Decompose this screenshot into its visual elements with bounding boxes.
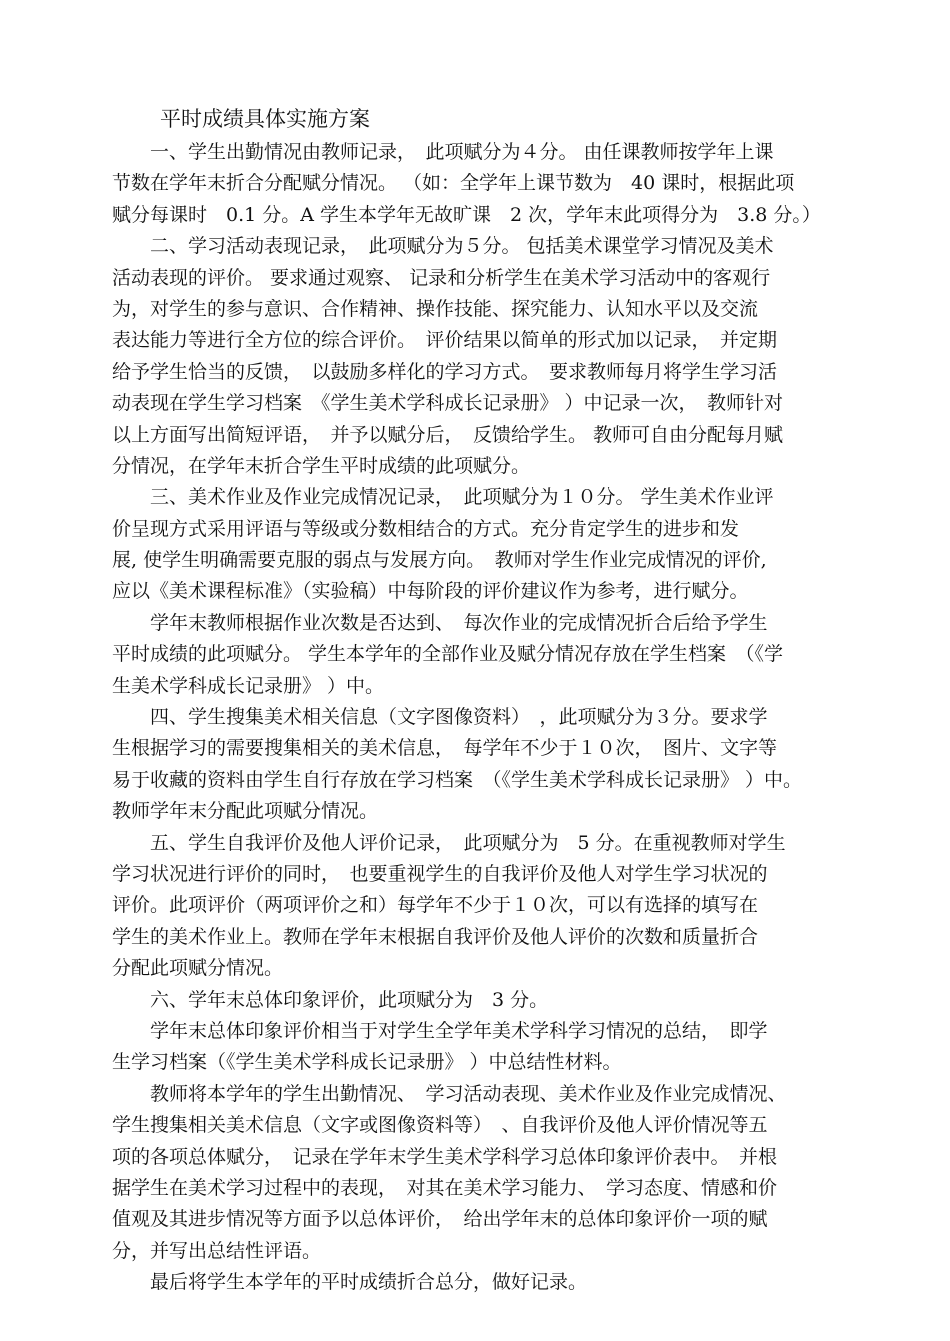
text-line: 生学习档案（《学生美术学科成长记录册》 ）中总结性材料。	[112, 1051, 622, 1074]
text-line: 以上方面写出简短评语， 并予以赋分后， 反馈给学生。 教师可自由分配每月赋	[112, 423, 784, 446]
document-body	[112, 137, 857, 1298]
text-line: 价呈现方式采用评语与等级或分数相结合的方式。充分肯定学生的进步和发	[112, 517, 740, 540]
text-line: 生美术学科成长记录册》 ）中。	[112, 674, 385, 697]
text-line: 活动表现的评价。 要求通过观察、 记录和分析学生在美术学习活动中的客观行	[112, 266, 771, 289]
text-line: 一、学生出勤情况由教师记录， 此项赋分为４分。 由任课教师按学年上课	[112, 141, 774, 163]
text-line: 平时成绩的此项赋分。 学生本学年的全部作业及赋分情况存放在学生档案 （《学	[112, 643, 784, 666]
text-line: 分，并写出总结性评语。	[112, 1239, 322, 1262]
text-line: 生根据学习的需要搜集相关的美术信息， 每学年不少于１０次， 图片、文字等	[112, 737, 778, 760]
text-line: 应以《美术课程标准》（实验稿）中每阶段的评价建议作为参考，进行赋分。	[112, 580, 749, 603]
text-line: 六、学年末总体印象评价，此项赋分为 3 分。	[112, 988, 549, 1011]
text-line: 学生的美术作业上。教师在学年末根据自我评价及他人评价的次数和质量折合	[112, 925, 759, 948]
text-line: 为，对学生的参与意识、合作精神、操作技能、探究能力、认知水平以及交流	[112, 297, 759, 320]
document-title: 平时成绩具体实施方案	[160, 107, 370, 131]
text-line: 赋分每课时 0.1 分。A 学生本学年无故旷课 2 次，学年末此项得分为 3.8 分。）	[112, 203, 821, 226]
text-line: 分配此项赋分情况。	[112, 957, 284, 980]
text-line: 给予学生恰当的反馈， 以鼓励多样化的学习方式。 要求教师每月将学生学习活	[112, 360, 778, 383]
text-line: 教师将本学年的学生出勤情况、 学习活动表现、美术作业及作业完成情况、	[112, 1082, 787, 1105]
text-line: 五、学生自我评价及他人评价记录， 此项赋分为 5 分。在重视教师对学生	[112, 831, 786, 854]
text-line: 展, 使学生明确需要克服的弱点与发展方向。 教师对学生作业完成情况的评价,	[112, 549, 767, 572]
text-line: 项的各项总体赋分， 记录在学年末学生美术学科学习总体印象评价表中。 并根	[112, 1145, 778, 1168]
text-line: 易于收藏的资料由学生自行存放在学习档案 （《学生美术学科成长记录册》 ）中。	[112, 768, 803, 791]
text-line: 最后将学生本学年的平时成绩折合总分，做好记录。	[112, 1271, 588, 1294]
text-line: 动表现在学生学习档案 《学生美术学科成长记录册》 ）中记录一次， 教师针对	[112, 392, 784, 415]
text-line: 学习状况进行评价的同时， 也要重视学生的自我评价及他人对学生学习状况的	[112, 862, 768, 885]
text-line: 学年末教师根据作业次数是否达到、 每次作业的完成情况折合后给予学生	[112, 611, 768, 634]
text-line: 学生搜集相关美术信息（文字或图像资料等） 、自我评价及他人评价情况等五	[112, 1114, 768, 1137]
text-line: 三、美术作业及作业完成情况记录， 此项赋分为１０分。 学生美术作业评	[112, 486, 774, 509]
text-line: 分情况，在学年末折合学生平时成绩的此项赋分。	[112, 454, 531, 477]
text-line: 评价。此项评价（两项评价之和）每学年不少于１０次，可以有选择的填写在	[112, 894, 759, 917]
text-line: 值观及其进步情况等方面予以总体评价， 给出学年末的总体印象评价一项的赋	[112, 1208, 768, 1231]
text-line: 二、学习活动表现记录， 此项赋分为５分。 包括美术课堂学习情况及美术	[112, 235, 774, 258]
text-line: 学年末总体印象评价相当于对学生全学年美术学科学习情况的总结， 即学	[112, 1019, 768, 1042]
text-line: 节数在学年末折合分配赋分情况。 （如：全学年上课节数为 40 课时，根据此项	[112, 172, 795, 195]
text-line: 四、学生搜集美术相关信息（文字图像资料） ，此项赋分为３分。要求学	[112, 706, 768, 729]
text-line: 教师学年末分配此项赋分情况。	[112, 800, 379, 823]
text-line: 表达能力等进行全方位的综合评价。 评价结果以简单的形式加以记录， 并定期	[112, 329, 778, 352]
text-line: 据学生在美术学习过程中的表现， 对其在美术学习能力、 学习态度、情感和价	[112, 1176, 778, 1199]
